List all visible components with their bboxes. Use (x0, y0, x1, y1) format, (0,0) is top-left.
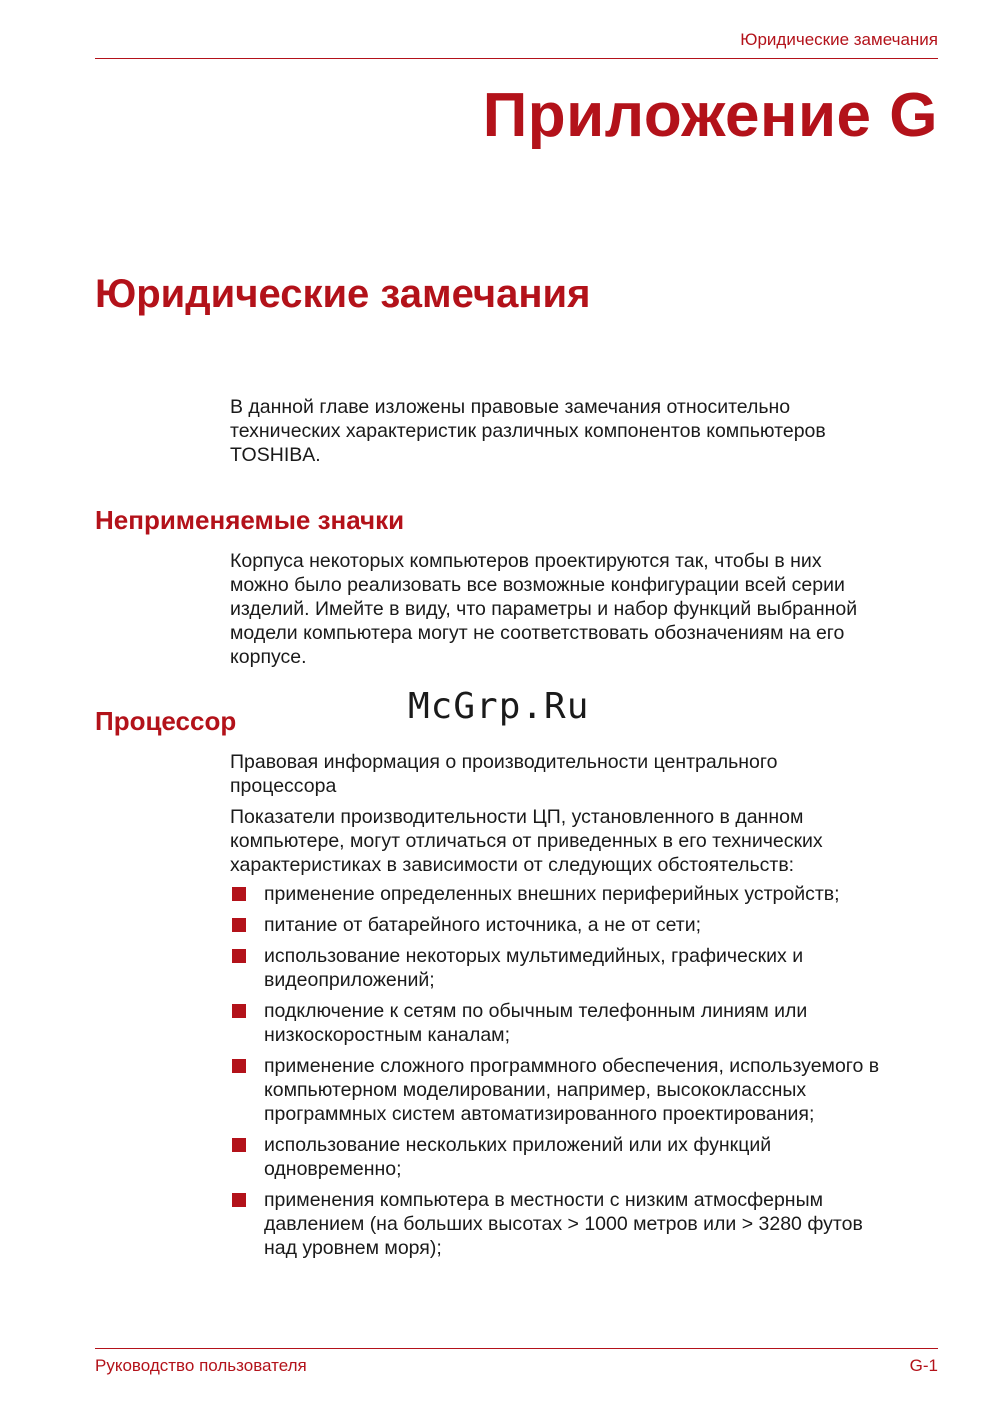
text-line: программных систем автоматизированного проектирования; (264, 1103, 815, 1125)
square-bullet-icon (232, 918, 246, 932)
footer-manual-title: Руководство пользователя (95, 1356, 307, 1375)
text-line: TOSHIBA. (230, 444, 321, 466)
text-line: Показатели производительности ЦП, установленного в данном (230, 806, 804, 828)
text-line: Правовая информация о производительности центрального (230, 751, 778, 773)
text-line: использование нескольких приложений или их функций (264, 1134, 772, 1156)
text-line: изделий. Имейте в виду, что параметры и набор функций выбранной (230, 598, 858, 620)
text-line: питание от батарейного источника, а не от сети; (264, 914, 702, 936)
text-line: давлением (на больших высотах > 1000 метров или > 3280 футов (264, 1213, 863, 1235)
text-line: технических характеристик различных компонентов компьютеров (230, 420, 826, 442)
section-title-processor: Процессор (95, 706, 237, 736)
square-bullet-icon (232, 1193, 246, 1207)
text-line: подключение к сетям по обычным телефонным линиям или (264, 1000, 808, 1022)
text-line: В данной главе изложены правовые замечания относительно (230, 396, 791, 418)
icons-paragraph (230, 549, 950, 669)
chapter-title: Юридические замечания (95, 272, 591, 316)
text-line: модели компьютера могут не соответствовать обозначениям на его (230, 622, 845, 644)
list-item (230, 944, 950, 992)
square-bullet-icon (232, 1004, 246, 1018)
text-line: применение определенных внешних периферийных устройств; (264, 883, 840, 905)
processor-conditions-list (230, 882, 950, 1267)
text-line: компьютере, могут отличаться от приведенных в его технических (230, 830, 823, 852)
square-bullet-icon (232, 1059, 246, 1073)
square-bullet-icon (232, 949, 246, 963)
list-item (230, 999, 950, 1047)
processor-paragraph (230, 805, 950, 877)
processor-subheading (230, 750, 950, 798)
list-item (230, 913, 950, 937)
list-item (230, 1054, 950, 1126)
text-line: Корпуса некоторых компьютеров проектируются так, чтобы в них (230, 550, 822, 572)
text-line: применение сложного программного обеспечения, используемого в (264, 1055, 880, 1077)
section-title-icons: Неприменяемые значки (95, 505, 405, 535)
list-item (230, 1133, 950, 1181)
appendix-title: Приложение G (482, 81, 938, 150)
text-line: компьютерном моделировании, например, высококлассных (264, 1079, 807, 1101)
text-line: применения компьютера в местности с низким атмосферным (264, 1189, 823, 1211)
text-line: над уровнем моря); (264, 1237, 442, 1259)
text-line: характеристиках в зависимости от следующих обстоятельств: (230, 854, 795, 876)
list-item (230, 1188, 950, 1260)
text-line: одновременно; (264, 1158, 402, 1180)
square-bullet-icon (232, 1138, 246, 1152)
page-number: G-1 (909, 1356, 938, 1375)
text-line: видеоприложений; (264, 969, 435, 991)
text-line: процессора (230, 775, 337, 797)
intro-paragraph (230, 395, 950, 467)
header-rule (95, 58, 938, 59)
text-line: можно было реализовать все возможные конфигурации всей серии (230, 574, 845, 596)
list-item (230, 882, 950, 906)
text-line: корпусе. (230, 646, 307, 668)
square-bullet-icon (232, 887, 246, 901)
footer-rule (95, 1348, 938, 1349)
watermark: McGrp.Ru (408, 686, 590, 727)
running-header: Юридические замечания (740, 30, 938, 49)
text-line: использование некоторых мультимедийных, графических и (264, 945, 804, 967)
text-line: низкоскоростным каналам; (264, 1024, 510, 1046)
